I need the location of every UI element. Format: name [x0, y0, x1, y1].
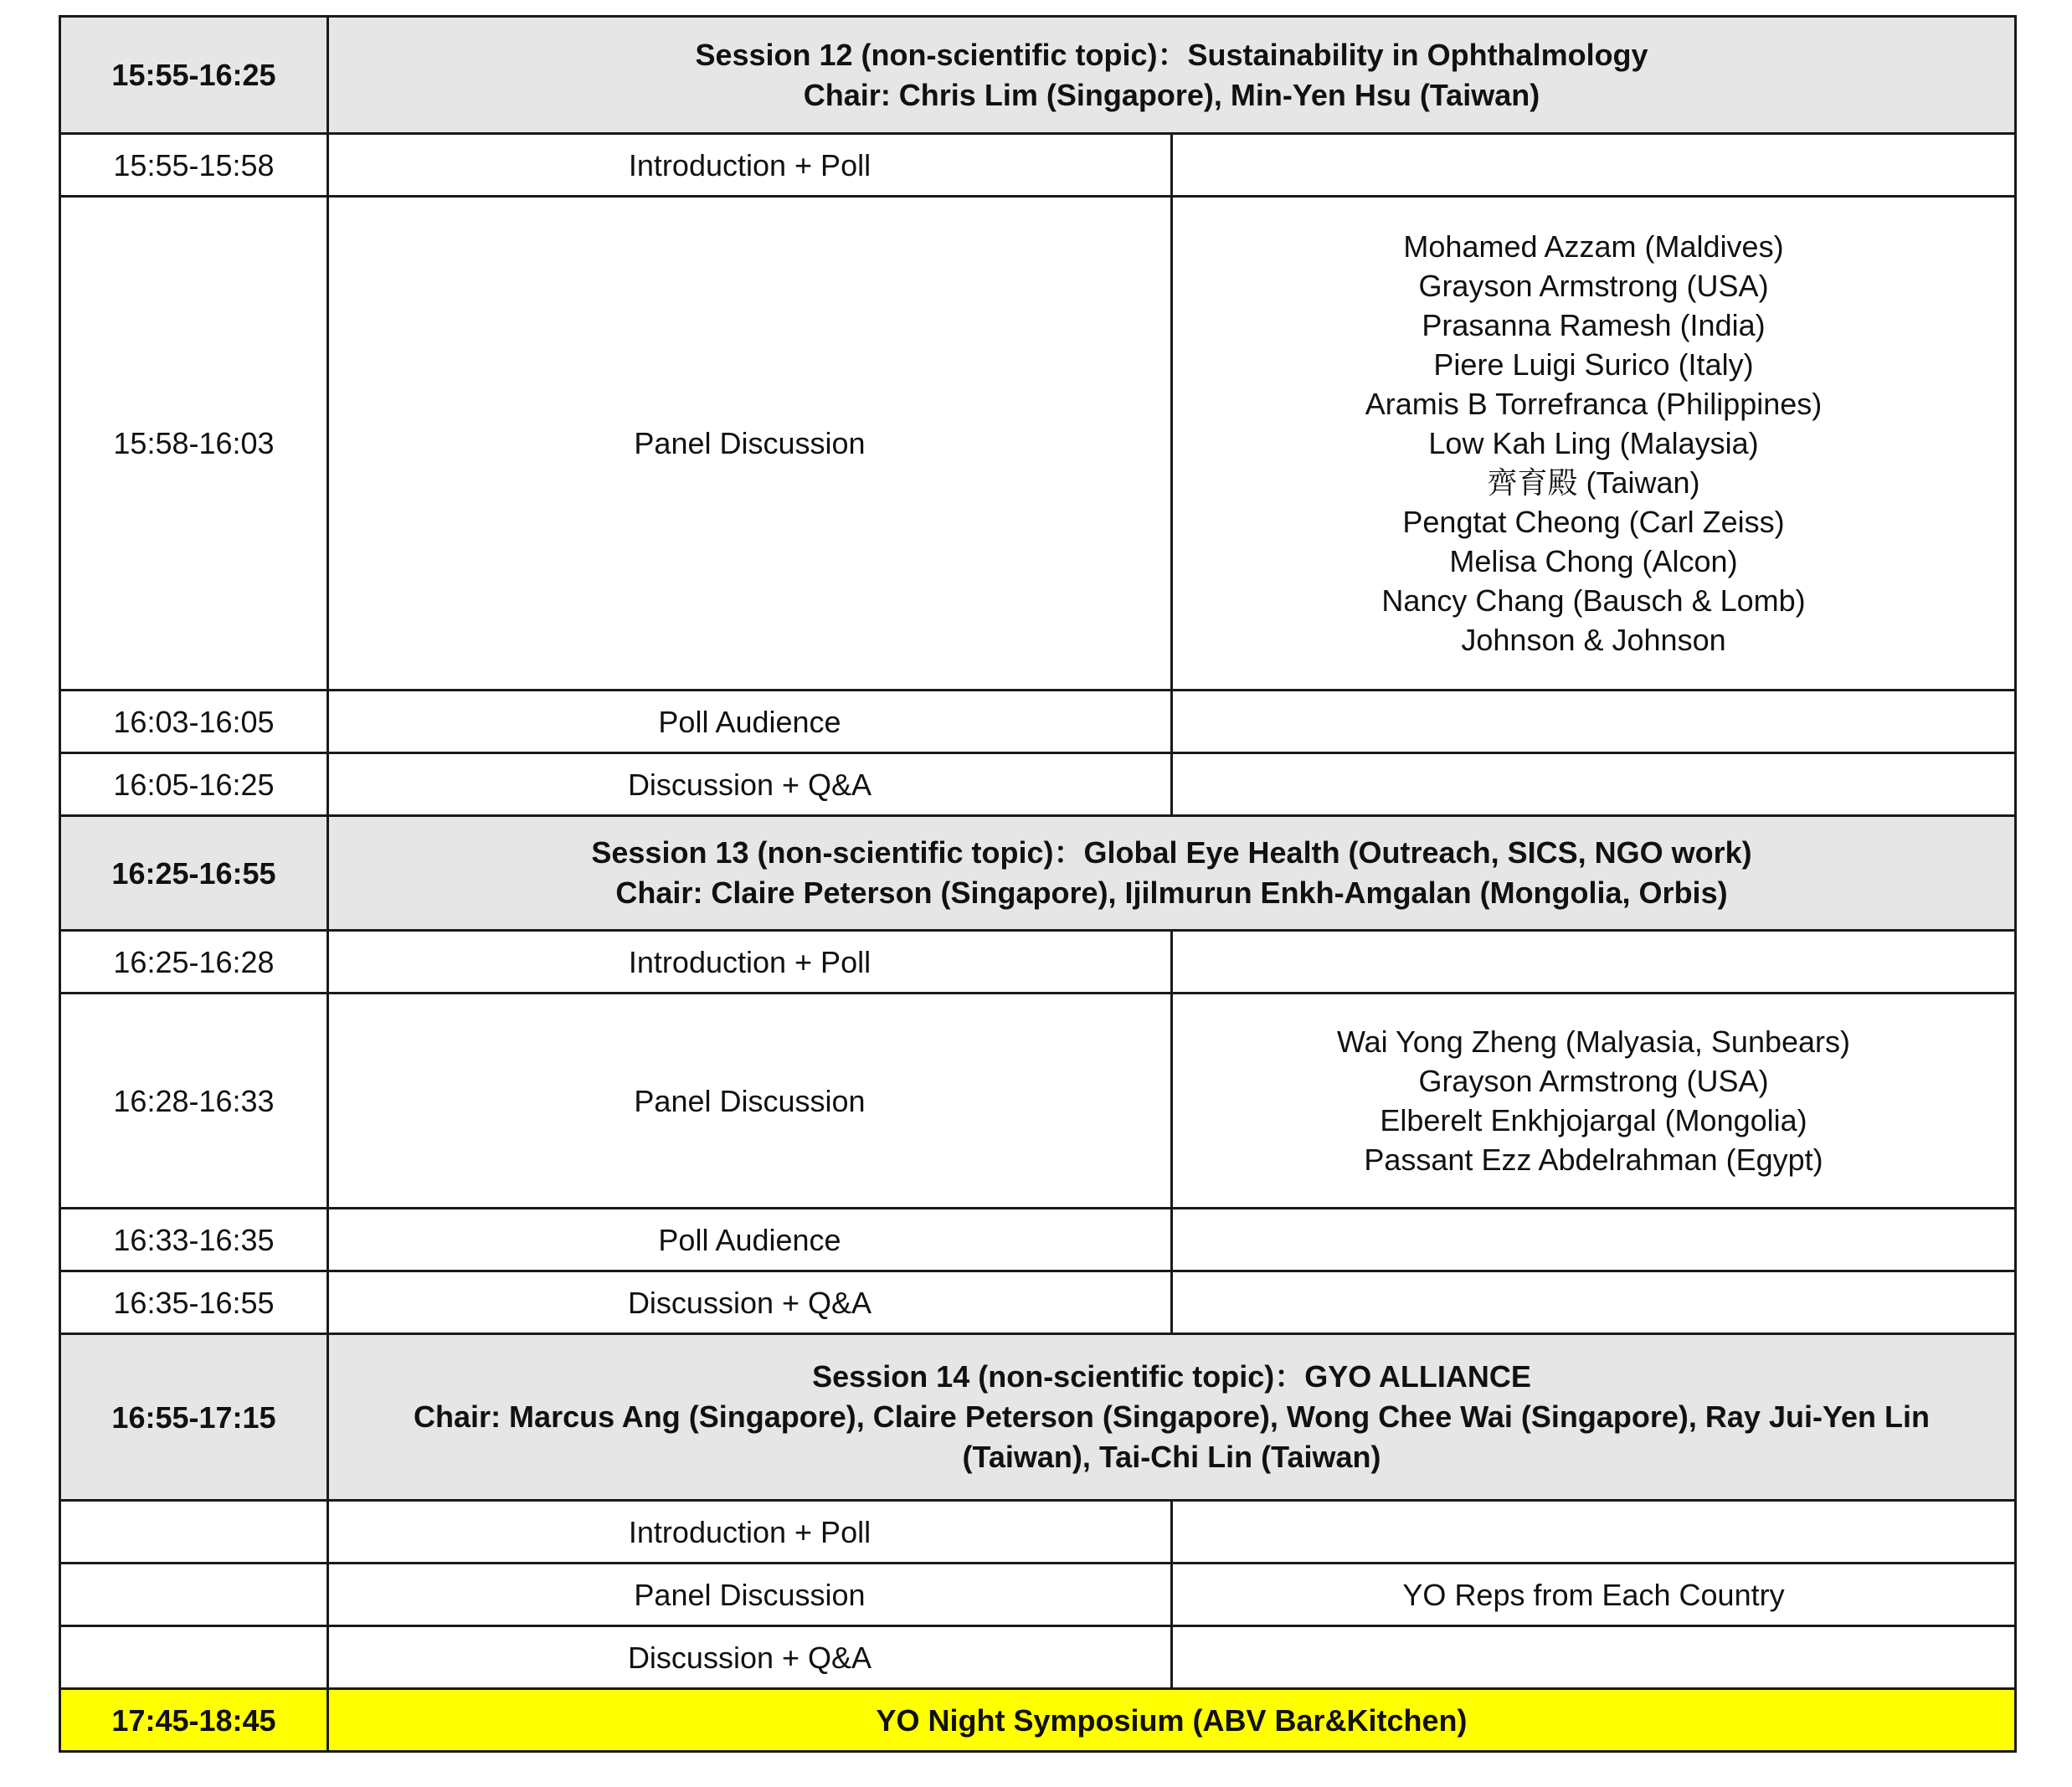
row-speakers	[1172, 1271, 2016, 1334]
row-speakers	[1172, 1501, 2016, 1564]
table-row	[60, 1564, 2016, 1626]
table-row	[60, 931, 2016, 994]
speaker: 齊育殿 (Taiwan)	[1487, 465, 1700, 500]
speaker: Johnson & Johnson	[1461, 623, 1726, 657]
table-row	[60, 753, 2016, 816]
session-header-row	[60, 1334, 2016, 1501]
row-item: Discussion + Q&A	[328, 753, 1172, 816]
row-time	[60, 1501, 328, 1564]
table-row	[60, 197, 2016, 691]
row-speakers	[1172, 691, 2016, 753]
row-time: 16:33-16:35	[60, 1209, 328, 1271]
session-time: 15:55-16:25	[60, 17, 328, 134]
speaker: Melisa Chong (Alcon)	[1449, 544, 1738, 578]
row-time: 16:05-16:25	[60, 753, 328, 816]
row-time	[60, 1626, 328, 1689]
row-item: Poll Audience	[328, 1209, 1172, 1271]
speaker: Nancy Chang (Bausch & Lomb)	[1381, 583, 1806, 618]
row-speakers	[1172, 134, 2016, 197]
session-header-row	[60, 816, 2016, 931]
session-title-cell	[328, 816, 2016, 931]
row-item: Panel Discussion	[328, 1564, 1172, 1626]
schedule-table	[59, 15, 2017, 1753]
session-chair: Chair: Claire Peterson (Singapore), Ijilmurun Enkh-Amgalan (Mongolia, Orbis)	[615, 876, 1728, 910]
row-time: 16:25-16:28	[60, 931, 328, 994]
night-event-title: YO Night Symposium (ABV Bar&Kitchen)	[328, 1689, 2016, 1752]
row-item: Panel Discussion	[328, 197, 1172, 691]
speaker: Mohamed Azzam (Maldives)	[1403, 229, 1784, 264]
session-title: Session 12 (non-scientific topic)：Sustainability in Ophthalmology	[695, 37, 1648, 72]
row-item: Introduction + Poll	[328, 931, 1172, 994]
session-title-cell	[328, 17, 2016, 134]
row-speakers	[1172, 994, 2016, 1209]
speaker: YO Reps from Each Country	[1402, 1577, 1785, 1612]
row-speakers	[1172, 1209, 2016, 1271]
session-chair: (Taiwan), Tai-Chi Lin (Taiwan)	[962, 1440, 1381, 1474]
row-item: Discussion + Q&A	[328, 1626, 1172, 1689]
row-speakers	[1172, 753, 2016, 816]
row-speakers	[1172, 1564, 2016, 1626]
row-time: 15:58-16:03	[60, 197, 328, 691]
table-row	[60, 134, 2016, 197]
night-event-row	[60, 1689, 2016, 1752]
row-item: Discussion + Q&A	[328, 1271, 1172, 1334]
table-row	[60, 1271, 2016, 1334]
speaker: Grayson Armstrong (USA)	[1418, 1064, 1769, 1098]
row-time: 15:55-15:58	[60, 134, 328, 197]
session-time: 16:55-17:15	[60, 1334, 328, 1501]
row-item: Poll Audience	[328, 691, 1172, 753]
speaker: Prasanna Ramesh (India)	[1422, 308, 1766, 342]
session-chair: Chair: Chris Lim (Singapore), Min-Yen Hsu (Taiwan)	[803, 77, 1540, 112]
row-speakers	[1172, 197, 2016, 691]
session-title-cell	[328, 1334, 2016, 1501]
row-time: 16:35-16:55	[60, 1271, 328, 1334]
speaker: Pengtat Cheong (Carl Zeiss)	[1402, 505, 1785, 539]
row-speakers	[1172, 1626, 2016, 1689]
session-time: 16:25-16:55	[60, 816, 328, 931]
table-row	[60, 691, 2016, 753]
speaker: Low Kah Ling (Malaysia)	[1428, 426, 1759, 460]
table-row	[60, 1626, 2016, 1689]
row-time: 16:03-16:05	[60, 691, 328, 753]
night-event-time: 17:45-18:45	[60, 1689, 328, 1752]
row-item: Panel Discussion	[328, 994, 1172, 1209]
table-row	[60, 1501, 2016, 1564]
speaker: Passant Ezz Abdelrahman (Egypt)	[1364, 1143, 1823, 1177]
speaker: Wai Yong Zheng (Malyasia, Sunbears)	[1337, 1024, 1851, 1059]
row-item: Introduction + Poll	[328, 1501, 1172, 1564]
speaker: Aramis B Torrefranca (Philippines)	[1365, 387, 1823, 421]
speaker: Piere Luigi Surico (Italy)	[1433, 347, 1754, 382]
row-time	[60, 1564, 328, 1626]
row-item: Introduction + Poll	[328, 134, 1172, 197]
speaker: Grayson Armstrong (USA)	[1418, 269, 1769, 303]
session-chair: Chair: Marcus Ang (Singapore), Claire Peterson (Singapore), Wong Chee Wai (Singapore), Ray Jui-Yen Lin	[414, 1399, 1930, 1434]
table-row	[60, 1209, 2016, 1271]
row-time: 16:28-16:33	[60, 994, 328, 1209]
session-title: Session 13 (non-scientific topic)：Global Eye Health (Outreach, SICS, NGO work)	[591, 835, 1752, 870]
table-row	[60, 994, 2016, 1209]
session-header-row	[60, 17, 2016, 134]
row-speakers	[1172, 931, 2016, 994]
speaker: Elberelt Enkhjojargal (Mongolia)	[1380, 1103, 1807, 1137]
session-title: Session 14 (non-scientific topic)：GYO ALLIANCE	[812, 1359, 1531, 1394]
